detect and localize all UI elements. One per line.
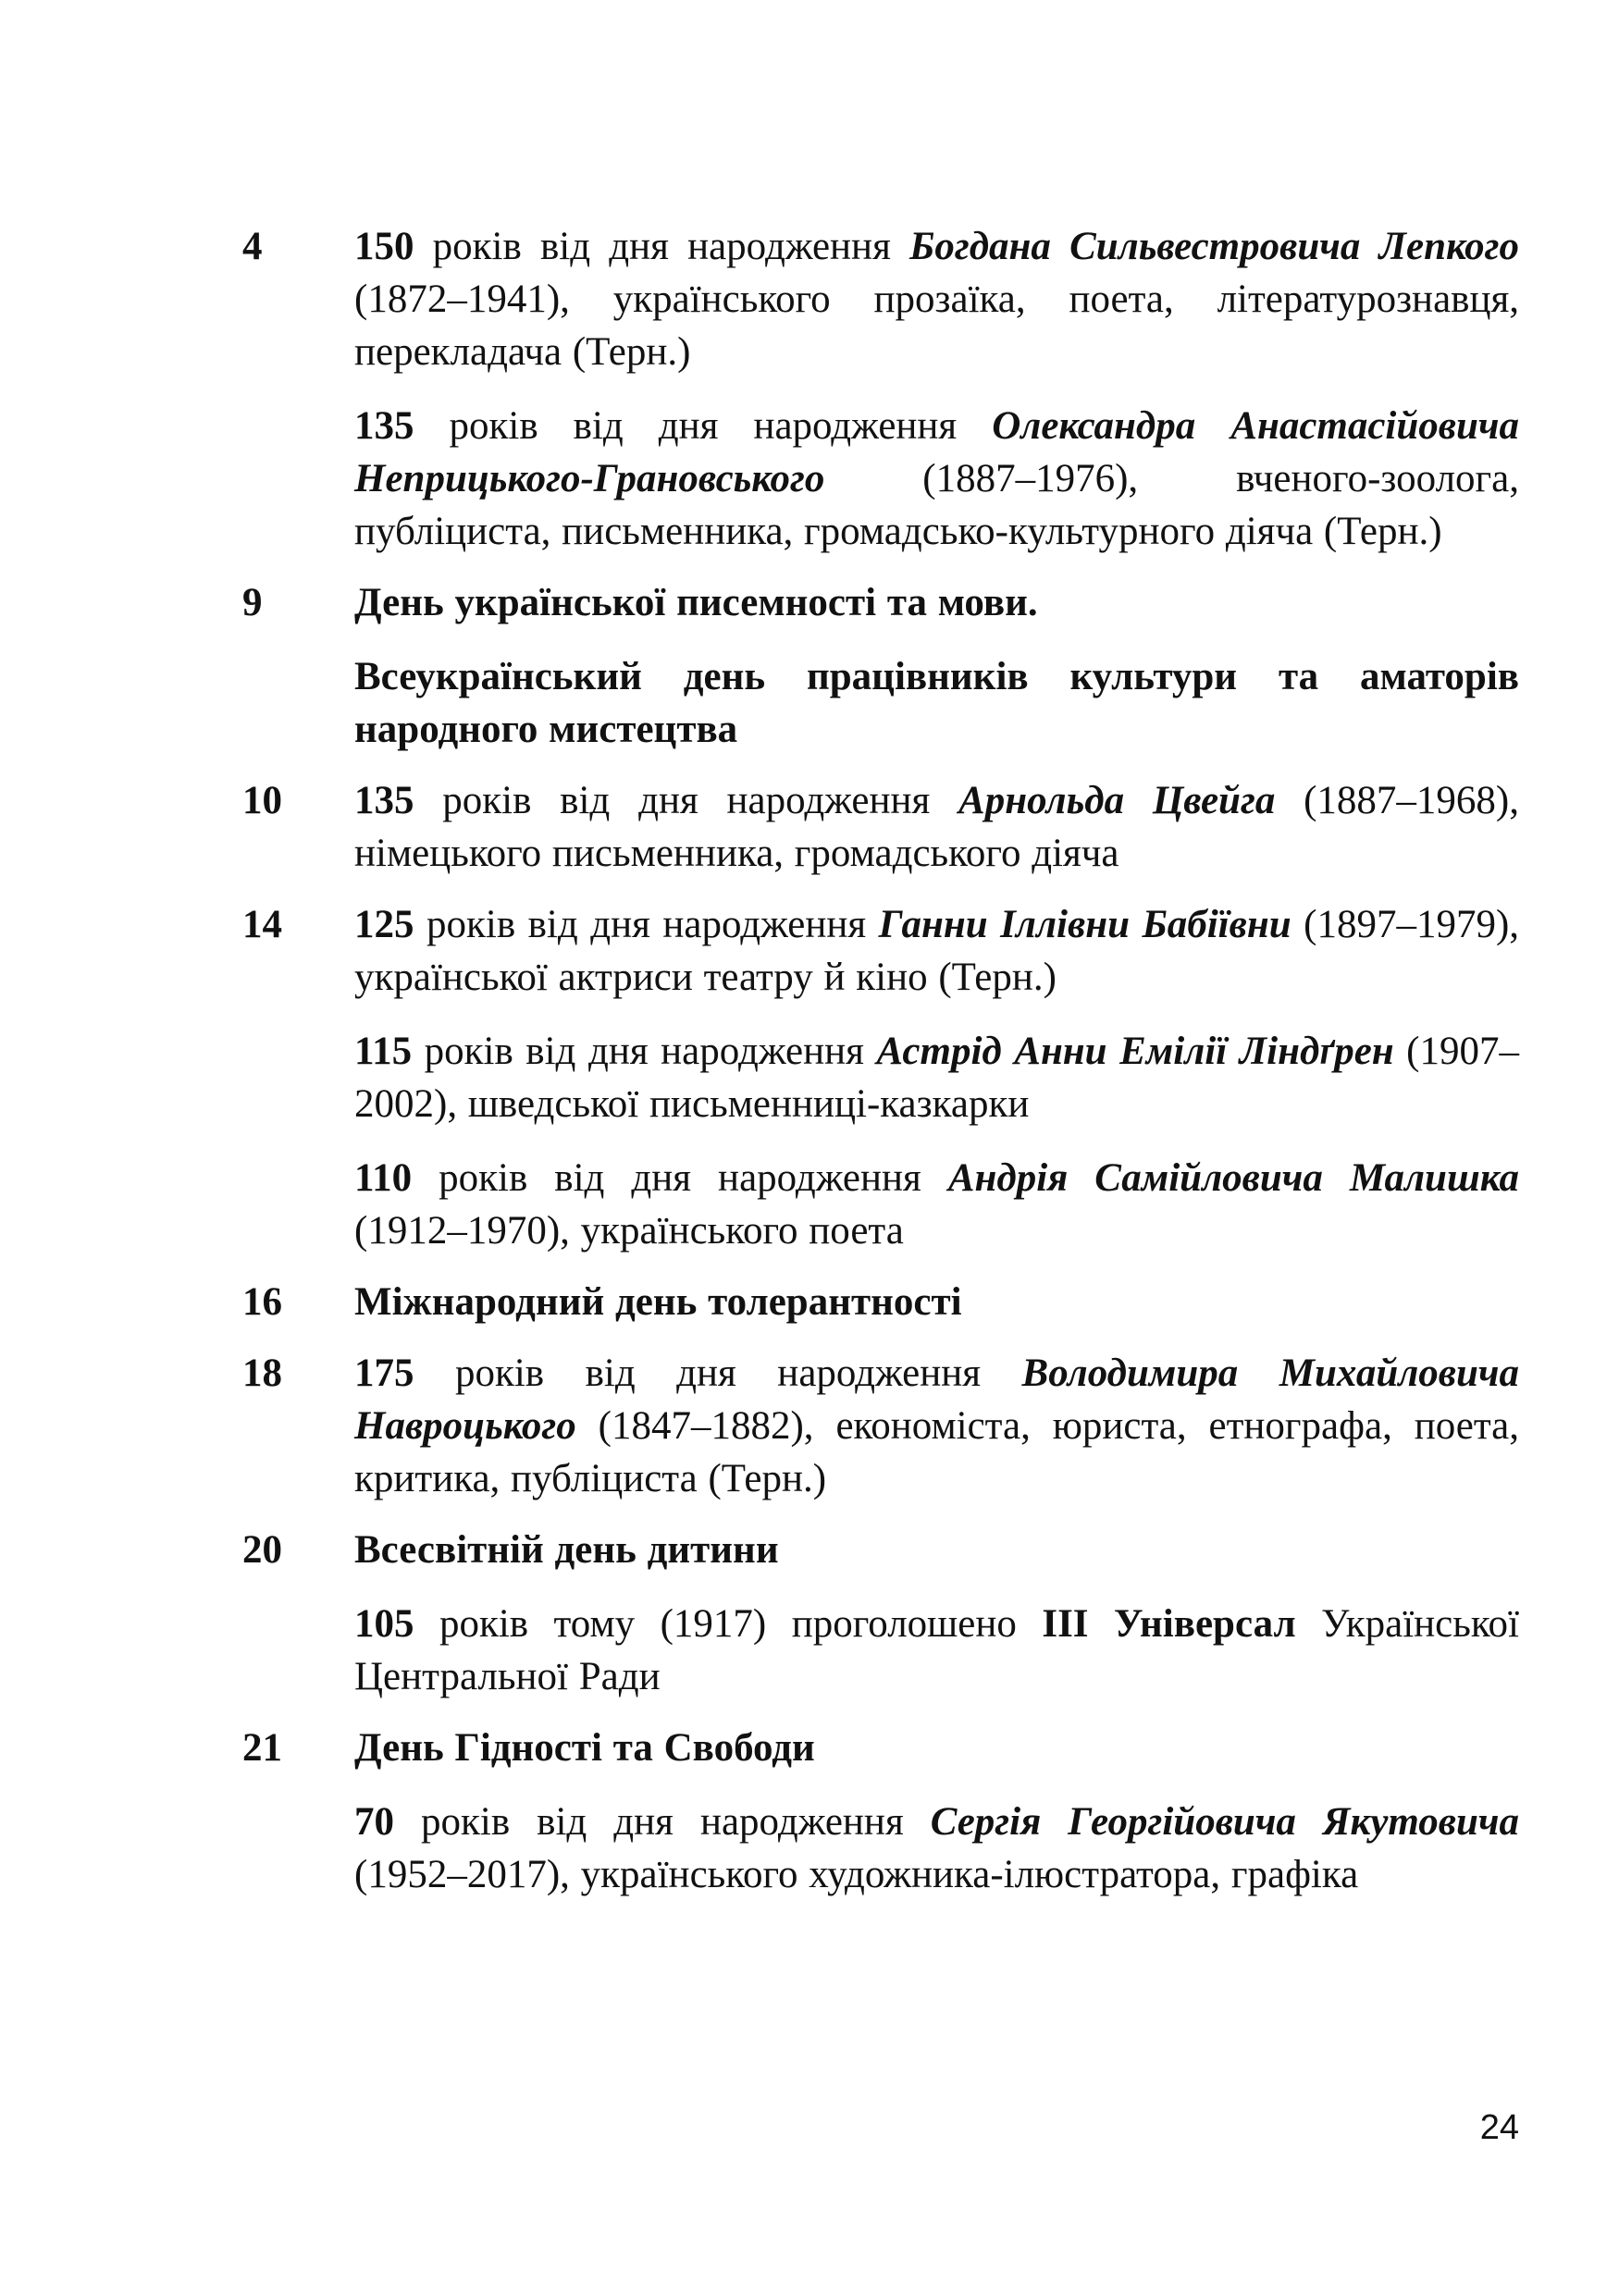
entry-paragraph — [354, 400, 1519, 558]
entry-day: 4 — [242, 225, 263, 268]
person-name: Богдана Сильвестровича Лепкого — [909, 225, 1520, 268]
body-text: (1907–2002), шведської письменниці-казкарки — [354, 1030, 1519, 1126]
body-text: (1952–2017), українського художника-ілюстратора, графіка — [354, 1853, 1359, 1896]
body-text: років від дня народження — [414, 225, 910, 268]
bold-text: День Гідності та Свободи — [354, 1726, 815, 1770]
body-text: (1912–1970), українського поета — [354, 1209, 904, 1253]
entry-paragraph — [354, 898, 1519, 1004]
person-name: Астрід Анни Емілії Ліндґрен — [876, 1030, 1394, 1073]
entry-paragraph — [354, 220, 1519, 378]
entry-paragraphs — [354, 1276, 1519, 1328]
calendar-entry — [242, 576, 1519, 756]
body-text: (1887–1976), вченого-зоолога, публіциста, письменника, громадсько-культурного діяча (Терн.) — [354, 457, 1519, 553]
body-text: років від дня народження — [412, 1030, 877, 1073]
calendar-entry — [242, 220, 1519, 558]
bold-text: 150 — [354, 225, 414, 268]
calendar-entry — [242, 898, 1519, 1257]
entry-paragraph — [354, 650, 1519, 756]
body-text: років від дня народження — [414, 779, 959, 822]
bold-text: День української писемності та мови. — [354, 581, 1038, 624]
entry-paragraph — [354, 1276, 1519, 1328]
bold-text: Міжнародний день толерантності — [354, 1280, 962, 1324]
calendar-entry — [242, 1722, 1519, 1901]
body-text: (1847–1882), економіста, юриста, етнографа, поета, критика, публіциста (Терн.) — [354, 1404, 1519, 1500]
body-text: (1897–1979), української актриси театру й кіно (Терн.) — [354, 903, 1520, 999]
bold-text: 105 — [354, 1602, 414, 1646]
body-text: (1872–1941), українського прозаїка, поета, літературознавця, перекладача (Терн.) — [354, 278, 1519, 374]
body-text: років від дня народження — [414, 404, 993, 448]
entry-paragraph — [354, 576, 1519, 629]
bold-text: 125 — [354, 903, 414, 946]
entry-paragraph — [354, 1152, 1519, 1257]
entry-paragraphs — [354, 220, 1519, 558]
body-text: років від дня народження — [414, 903, 879, 946]
person-name: Ганни Іллівни Бабіївни — [878, 903, 1291, 946]
bold-text: 70 — [354, 1800, 394, 1844]
body-text: років тому (1917) проголошено — [414, 1602, 1043, 1646]
calendar-entries — [242, 220, 1519, 1920]
entry-paragraph — [354, 1347, 1519, 1505]
entry-day: 10 — [242, 779, 282, 822]
entry-paragraphs — [354, 1524, 1519, 1703]
person-name: Володимира Михайловича Навроцького — [354, 1352, 1520, 1448]
bold-text: Всесвітній день дитини — [354, 1528, 779, 1572]
person-name: Арнольда Цвейга — [958, 779, 1276, 822]
bold-text: ІІІ Універсал — [1042, 1602, 1296, 1646]
entry-day: 16 — [242, 1280, 282, 1324]
entry-paragraphs — [354, 576, 1519, 756]
bold-text: 135 — [354, 404, 414, 448]
entry-paragraphs — [354, 774, 1519, 880]
person-name: Андрія Самійловича Малишка — [947, 1156, 1519, 1200]
entry-paragraph — [354, 774, 1519, 880]
bold-text: Всеукраїнський день працівників культури та аматорів народного мистецтва — [354, 655, 1519, 751]
entry-day: 20 — [242, 1528, 282, 1572]
bold-text: 110 — [354, 1156, 413, 1200]
entry-day: 18 — [242, 1352, 282, 1395]
body-text: Української Центральної Ради — [354, 1602, 1519, 1698]
entry-paragraph — [354, 1722, 1519, 1774]
calendar-entry — [242, 1524, 1519, 1703]
person-name: Сергія Георгійовича Якутовича — [930, 1800, 1519, 1844]
calendar-entry — [242, 1276, 1519, 1328]
entry-paragraphs — [354, 1347, 1519, 1505]
entry-paragraphs — [354, 898, 1519, 1257]
entry-paragraph — [354, 1025, 1519, 1130]
entry-paragraph — [354, 1524, 1519, 1576]
body-text: (1887–1968), німецького письменника, громадського діяча — [354, 779, 1519, 875]
entry-paragraph — [354, 1598, 1519, 1703]
body-text: років від дня народження — [414, 1352, 1022, 1395]
entry-day: 9 — [242, 581, 263, 624]
entry-paragraphs — [354, 1722, 1519, 1901]
entry-paragraph — [354, 1796, 1519, 1901]
person-name: Олександра Анастасійовича Неприцького-Грановського — [354, 404, 1519, 500]
entry-day: 21 — [242, 1726, 282, 1770]
bold-text: 115 — [354, 1030, 413, 1073]
bold-text: 175 — [354, 1352, 414, 1395]
calendar-entry — [242, 774, 1519, 880]
entry-day: 14 — [242, 903, 282, 946]
bold-text: 135 — [354, 779, 414, 822]
page-number: 24 — [1479, 2108, 1519, 2147]
body-text: років від дня народження — [412, 1156, 948, 1200]
body-text: років від дня народження — [394, 1800, 931, 1844]
calendar-entry — [242, 1347, 1519, 1505]
